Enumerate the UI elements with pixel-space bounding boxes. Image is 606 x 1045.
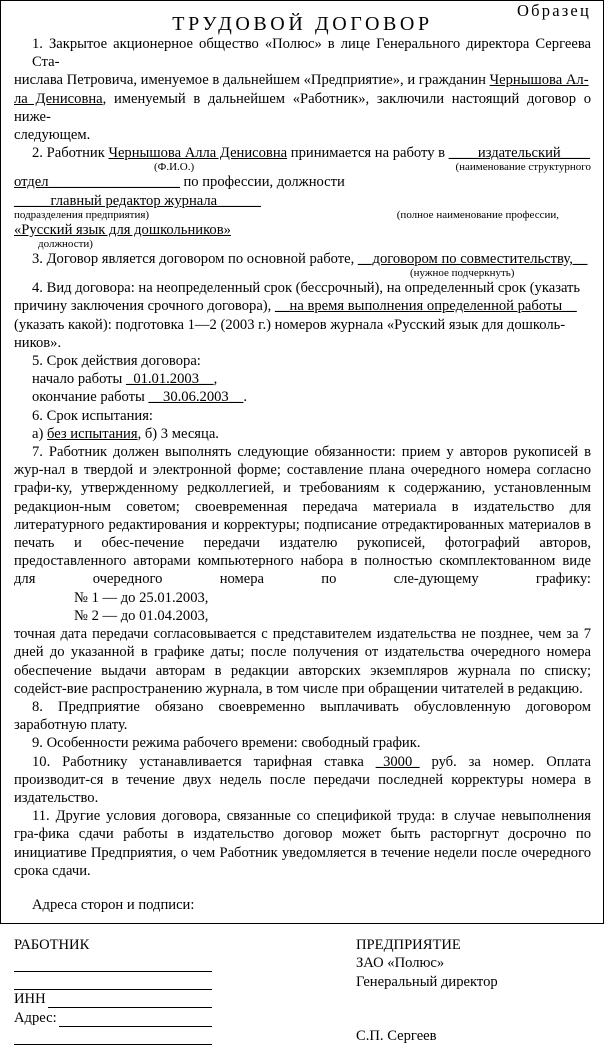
clause-7-text: 7. Работник должен выполнять следующие обязанности: прием у авторов рукописей в жур-нал в твердой и электронной форме; составление плана очередного номера согласно графи-ку, утвержденному редколлегией, и требованиям к содержанию, установленным редакцион-ным советом; своевременная передача материала в издательство для литературного редактирования и корректуры; подписание отредактированных материалов в печать и обес-печение передачи издателю рукописей, фотографий авторов, предоставленного авторами компьютерного набора в полностью скомплектованном виде для очередного номера по сле-дующему графику: bbox=[14, 444, 591, 588]
address-label: Адрес: bbox=[14, 1009, 57, 1026]
contract-reason-fill: __на время выполнения определенной работы__ bbox=[274, 298, 577, 315]
tariff-rate: _3000_ bbox=[375, 753, 420, 770]
clause-1-text: , именуемый в дальнейшем «Работник», заключили настоящий договор о ниже- bbox=[14, 90, 591, 125]
department-fill: отдел__________________ bbox=[14, 174, 180, 191]
start-punct: , bbox=[213, 371, 218, 388]
start-date: _01.01.2003__ bbox=[126, 371, 214, 388]
clause-3-text: 3. Договор является договором по основной работе, bbox=[32, 251, 358, 268]
clause-3 bbox=[14, 250, 591, 279]
company-name: ЗАО «Полюс» bbox=[356, 955, 445, 972]
schedule-item-1: № 1 — до 25.01.2003, bbox=[74, 589, 209, 606]
sample-label: Образец bbox=[517, 1, 591, 20]
unit-fill: ____издательский____ bbox=[448, 145, 590, 162]
clause-4-line: (указать какой): подготовка 1—2 (2003 г.) номеров журнала «Русский язык для дошколь- bbox=[14, 316, 566, 333]
probation-value: без испытания bbox=[47, 425, 138, 442]
clause-2 bbox=[14, 144, 591, 250]
clause-5-title: 5. Срок действия договора: bbox=[32, 353, 201, 370]
signatures-block bbox=[14, 896, 591, 1045]
caption-underline: (нужное подчеркнуть) bbox=[410, 267, 515, 280]
employer-heading: ПРЕДПРИЯТИЕ bbox=[356, 937, 461, 954]
inn-label: ИНН bbox=[14, 991, 46, 1008]
address-line[interactable] bbox=[59, 1009, 212, 1027]
clause-7-after: точная дата передачи согласовывается с представителем издательства не позднее, чем за 7 дней до указанной в графике даты; после получения от издательства очередного номера обеспечение выдачи авторам в редакции авторских экземпляров журнала по списку; содейст-вие распространению журнала, в том числе при обращении читателей в редакцию. bbox=[14, 626, 591, 697]
clause-4 bbox=[14, 279, 591, 352]
caption-profession: (полное наименование профессии, bbox=[396, 208, 559, 221]
clause-1-line: 1. Закрытое акционерное общество «Полюс» в лице Генерального директора Сергеева Ста- bbox=[32, 36, 591, 71]
journal-name: «Русский язык для дошкольников» bbox=[14, 221, 231, 238]
signature-line[interactable] bbox=[14, 1027, 212, 1045]
clause-4-line: ников». bbox=[14, 334, 62, 351]
option-a: а) bbox=[32, 425, 47, 442]
clause-2-text: 2. Работник bbox=[32, 145, 109, 162]
caption-unit: (наименование структурного bbox=[455, 161, 591, 174]
clause-6 bbox=[14, 407, 591, 443]
clause-10-text: руб. за номер. Оплата производит-ся в течение двух недель после передачи последней корректуры номера в издательство. bbox=[14, 753, 591, 806]
clause-2-text: по профессии, должности bbox=[179, 174, 345, 191]
caption-fio: (Ф.И.О.) bbox=[154, 161, 195, 174]
schedule-item-2: № 2 — до 01.04.2003, bbox=[74, 607, 209, 624]
signatures-intro: Адреса сторон и подписи: bbox=[32, 896, 195, 913]
clause-10-text: 10. Работнику устанавливается тарифная ставка bbox=[32, 753, 376, 770]
clause-8: 8. Предприятие обязано своевременно выплачивать обусловленную договором заработную плату. bbox=[14, 698, 591, 734]
caption-unit-2: подразделения предприятия) bbox=[14, 208, 150, 221]
document-title: ТРУДОВОЙ ДОГОВОР bbox=[172, 13, 433, 35]
director-title: Генеральный директор bbox=[356, 973, 498, 990]
end-date: __30.06.2003__ bbox=[148, 389, 244, 406]
signature-line[interactable] bbox=[14, 972, 212, 990]
worker-signature-column bbox=[14, 936, 212, 1045]
clause-1-line: следующем. bbox=[14, 127, 91, 144]
clause-11: 11. Другие условия договора, связанные со спецификой труда: в случае невыполнения гра-фика сдачи работы в издательство договор может быть расторгнут досрочно по инициативе Предприятия, о чем Работник уведомляется в течение недели после очередного срока сдачи. bbox=[14, 808, 591, 879]
inn-line[interactable] bbox=[48, 990, 212, 1008]
worker-heading: РАБОТНИК bbox=[14, 937, 90, 954]
option-b: , б) 3 месяца. bbox=[137, 425, 219, 442]
worker-full-name: Чернышова Алла Денисовна bbox=[108, 145, 288, 162]
caption-position: должности) bbox=[38, 238, 93, 251]
clause-4-text: причину заключения срочного договора), bbox=[14, 298, 275, 315]
contract-type-fill: __договором по совместительству,__ bbox=[357, 251, 588, 268]
clause-7 bbox=[14, 443, 591, 698]
signature-line[interactable] bbox=[14, 954, 212, 972]
clause-1 bbox=[14, 35, 591, 144]
clause-4-line: 4. Вид договора: на неопределенный срок (бессрочный), на определенный срок (указать bbox=[32, 280, 581, 297]
clause-9: 9. Особенности режима рабочего времени: свободный график. bbox=[32, 735, 421, 752]
position-fill: _____главный редактор журнала______ bbox=[14, 192, 261, 209]
worker-name-part1: Чернышова Ал- bbox=[489, 72, 589, 89]
end-label: окончание работы bbox=[32, 389, 149, 406]
signer-name: С.П. Сергеев bbox=[356, 1027, 437, 1044]
clause-6-title: 6. Срок испытания: bbox=[32, 407, 153, 424]
clause-1-text: нислава Петровича, именуемое в дальнейшем «Предприятие», и гражданин bbox=[14, 72, 490, 89]
clause-2-text: принимается на работу в bbox=[287, 145, 449, 162]
worker-name-part2: ла Денисовна bbox=[14, 90, 103, 107]
employer-signature-column bbox=[356, 936, 498, 1045]
contract-body bbox=[14, 35, 591, 880]
end-punct: . bbox=[243, 389, 247, 406]
clause-5 bbox=[14, 352, 591, 407]
start-label: начало работы bbox=[32, 371, 127, 388]
